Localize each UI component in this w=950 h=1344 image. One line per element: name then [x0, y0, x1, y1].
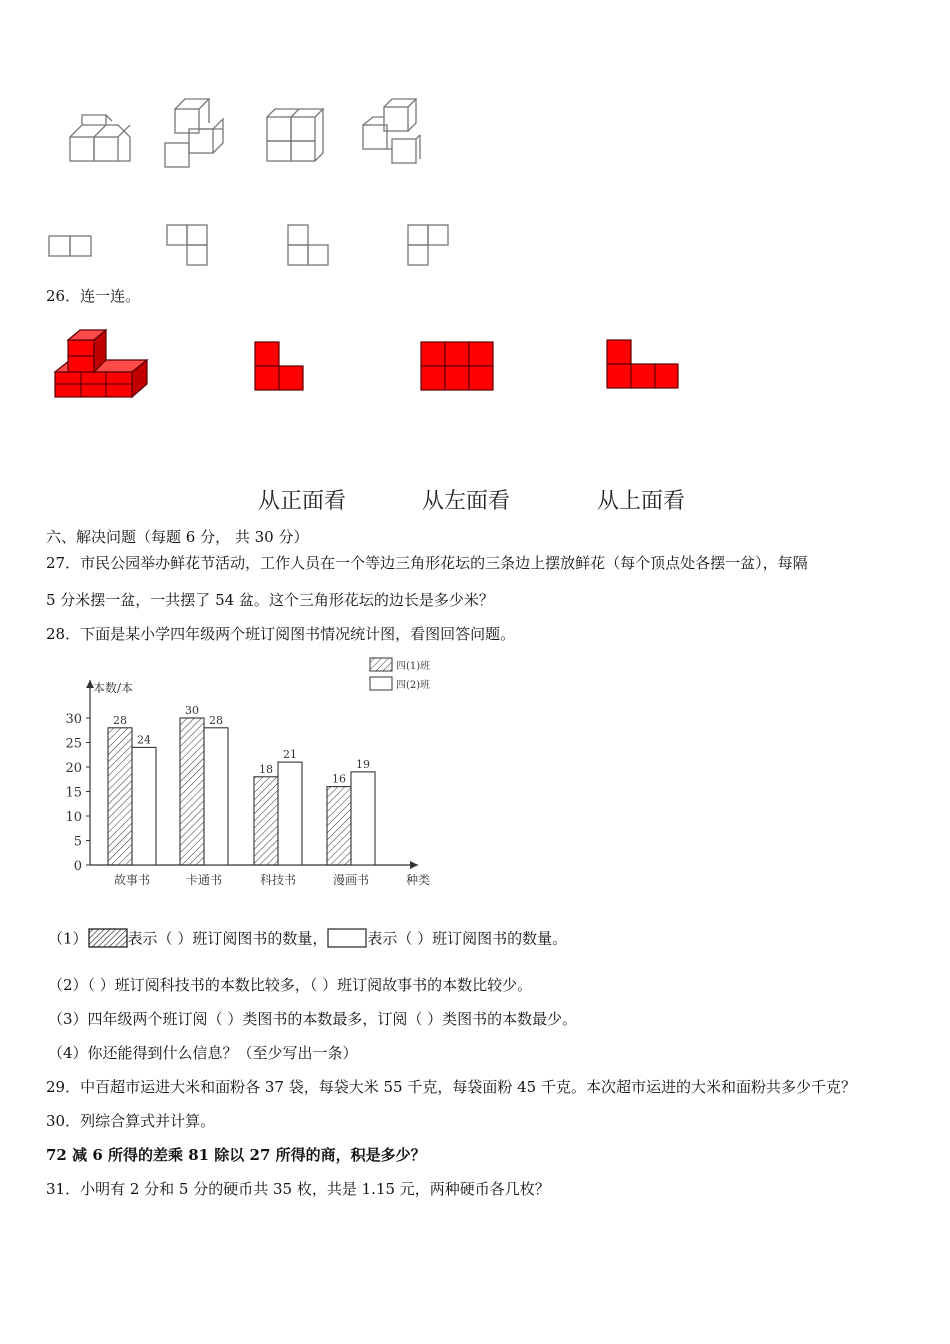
- category-label: 科技书: [259, 873, 297, 887]
- bar: [108, 728, 132, 865]
- question-31: 31．小明有 2 分和 5 分的硬币共 35 枚，共是 1.15 元，两种硬币各几枚？: [46, 1180, 550, 1198]
- question-30-text: 72 减 6 所得的差乘 81 除以 27 所得的商，积是多少？: [46, 1146, 426, 1164]
- question-27-line1: 27．市民公园举办鲜花节活动，工作人员在一个等边三角形花坛的三条边上摆放鲜花（每个顶点处各摆一盆），每隔: [46, 554, 808, 572]
- category-label: 漫画书: [332, 873, 370, 887]
- bar-value-label: 30: [185, 704, 199, 717]
- flat-view-4: [408, 225, 448, 265]
- cube-figure-2: [165, 99, 223, 167]
- y-tick-label: 20: [65, 761, 82, 776]
- bar: [278, 762, 302, 865]
- question-28-sub1: [48, 928, 567, 951]
- flat-view-1: [49, 236, 91, 256]
- bar-value-label: 21: [283, 748, 297, 762]
- question-29: 29．中百超市运进大米和面粉各 37 袋，每袋大米 55 千克，每袋面粉 45 千克。本次超市运进的大米和面粉共多少千克？: [46, 1078, 856, 1096]
- y-axis-label: 本数/本: [93, 681, 134, 695]
- question-28-sub2: （2）（ ）班订阅科技书的本数比较多，（ ）班订阅故事书的本数比较少。: [48, 976, 533, 994]
- y-tick-label: 5: [73, 834, 82, 850]
- x-axis-label: 种类: [406, 873, 431, 887]
- view-label-front: 从正面看: [258, 489, 347, 514]
- view-label-top: 从上面看: [597, 489, 686, 514]
- sub1-prefix: （1）: [48, 929, 88, 948]
- y-tick-label: 25: [65, 736, 82, 752]
- legend-label: 四(1)班: [396, 661, 431, 672]
- bar: [180, 718, 204, 865]
- section-6-title: 六、解决问题（每题 6 分， 共 30 分）: [46, 528, 309, 546]
- question-27-line2: 5 分米摆一盆，一共摆了 54 盆。这个三角形花坛的边长是多少米？: [46, 591, 494, 609]
- cube-figures-top: [60, 95, 440, 175]
- view-label-left: 从左面看: [422, 489, 511, 514]
- bar-value-label: 16: [332, 772, 346, 786]
- bar: [351, 772, 375, 865]
- bar: [254, 777, 278, 865]
- legend-label: 四(2)班: [396, 680, 431, 691]
- red-view-rect: [421, 342, 493, 390]
- legend-swatch: [370, 658, 392, 671]
- cube-figure-4: [363, 99, 420, 163]
- flat-view-2: [167, 225, 207, 265]
- bar-value-label: 19: [356, 757, 370, 771]
- y-tick-label: 0: [73, 859, 82, 874]
- sub1-text-a: 表示（ ）班订阅图书的数量，: [127, 929, 328, 948]
- question-28-title: 28．下面是某小学四年级两个班订阅图书情况统计图，看图回答问题。: [46, 625, 516, 643]
- legend-swatch: [370, 677, 392, 690]
- sub1-text-b: 表示（ ）班订阅图书的数量。: [367, 929, 568, 948]
- bar-value-label: 18: [259, 762, 273, 776]
- y-tick-label: 30: [65, 712, 82, 727]
- question-28-sub4: （4）你还能得到什么信息？（至少写出一条）: [48, 1044, 358, 1062]
- flat-view-3: [288, 225, 328, 265]
- hatched-swatch-icon: [88, 928, 128, 951]
- bar: [327, 787, 351, 865]
- cube-figure-1: [70, 115, 130, 161]
- red-view-long-L: [607, 340, 678, 388]
- question-26-title: 26．连一连。: [46, 287, 141, 305]
- cube-figure-3: [267, 109, 323, 161]
- y-tick-label: 15: [65, 785, 82, 801]
- category-label: 故事书: [113, 873, 151, 887]
- bar-chart: [50, 650, 450, 900]
- bar-value-label: 28: [209, 713, 223, 727]
- red-view-L: [255, 342, 303, 390]
- question-28-sub3: （3）四年级两个班订阅（ ）类图书的本数最多，订阅（ ）类图书的本数最少。: [48, 1010, 578, 1028]
- category-label: 卡通书: [185, 873, 223, 887]
- question-30-title: 30．列综合算式并计算。: [46, 1112, 216, 1130]
- flat-view-figures: [45, 220, 465, 270]
- red-block-figures: [50, 322, 690, 404]
- y-tick-label: 10: [65, 810, 82, 825]
- bar: [132, 747, 156, 865]
- bar-value-label: 24: [137, 733, 151, 747]
- red-3d-solid: [55, 330, 147, 397]
- bar: [204, 728, 228, 865]
- blank-swatch-icon: [327, 928, 367, 951]
- bar-value-label: 28: [113, 713, 127, 727]
- x-axis-arrow: [410, 861, 418, 869]
